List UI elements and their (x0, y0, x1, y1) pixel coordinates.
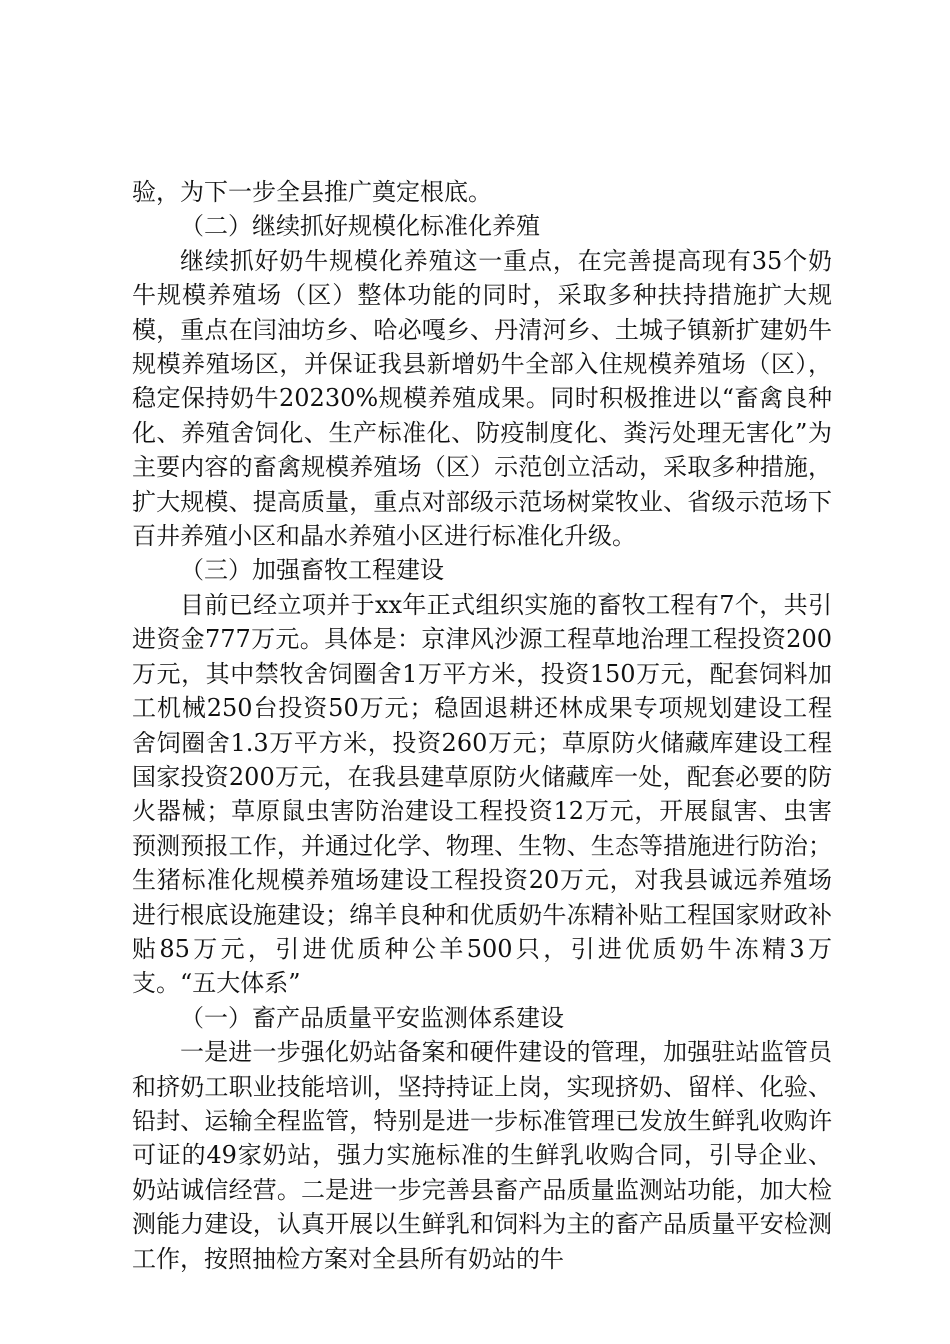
paragraph-livestock-projects: 目前已经立项并于xx年正式组织实施的畜牧工程有7个，共引进资金777万元。具体是：京津风沙源工程草地治理工程投资200万元，其中禁牧舍饲圈舍1万平方米，投资150万元，配套饲料加工机械250台投资50万元；稳固退耕还林成果专项规划建设工程舍饲圈舍1.3万平方米，投资260万元；草原防火储藏库建设工程国家投资200万元，在我县建草原防火储藏库一处，配套必要的防火器械；草原鼠虫害防治建设工程投资12万元，开展鼠害、虫害预测预报工作，并通过化学、物理、生物、生态等措施进行防治；生猪标准化规模养殖场建设工程投资20万元，对我县诚远养殖场进行根底设施建设；绵羊良种和优质奶牛冻精补贴工程国家财政补贴85万元，引进优质种公羊500只，引进优质奶牛冻精3万支。“五大体系” (132, 590, 832, 998)
paragraph-scale-breeding: 继续抓好奶牛规模化养殖这一重点，在完善提高现有35个奶牛规模养殖场（区）整体功能的同时，采取多种扶持措施扩大规模，重点在闫油坊乡、哈必嘎乡、丹清河乡、土城子镇新扩建奶牛规模养殖场区，并保证我县新增奶牛全部入住规模养殖场（区），稳定保持奶牛20230%规模养殖成果。同时积极推进以“畜禽良种化、养殖舍饲化、生产标准化、防疫制度化、粪污处理无害化”为主要内容的畜禽规模养殖场（区）示范创立活动，采取多种措施，扩大规模、提高质量，重点对部级示范场树棠牧业、省级示范场下百井养殖小区和晶水养殖小区进行标准化升级。 (132, 246, 832, 551)
section-heading-quality-monitoring: （一）畜产品质量平安监测体系建设 (180, 1003, 564, 1032)
paragraph-continuation: 验，为下一步全县推广奠定根底。 (132, 178, 492, 206)
document-body (132, 175, 832, 1276)
section-heading-livestock-projects: （三）加强畜牧工程建设 (180, 556, 444, 585)
paragraph-quality-monitoring: 一是进一步强化奶站备案和硬件建设的管理，加强驻站监管员和挤奶工职业技能培训，坚持持证上岗，实现挤奶、留样、化验、铅封、运输全程监管，特别是进一步标准管理已发放生鲜乳收购许可证的49家奶站，强力实施标准的生鲜乳收购合同，引导企业、奶站诚信经营。二是进一步完善县畜产品质量监测站功能，加大检测能力建设，认真开展以生鲜乳和饲料为主的畜产品质量平安检测工作，按照抽检方案对全县所有奶站的牛 (132, 1038, 832, 1273)
section-heading-scale-breeding: （二）继续抓好规模化标准化养殖 (180, 212, 540, 241)
